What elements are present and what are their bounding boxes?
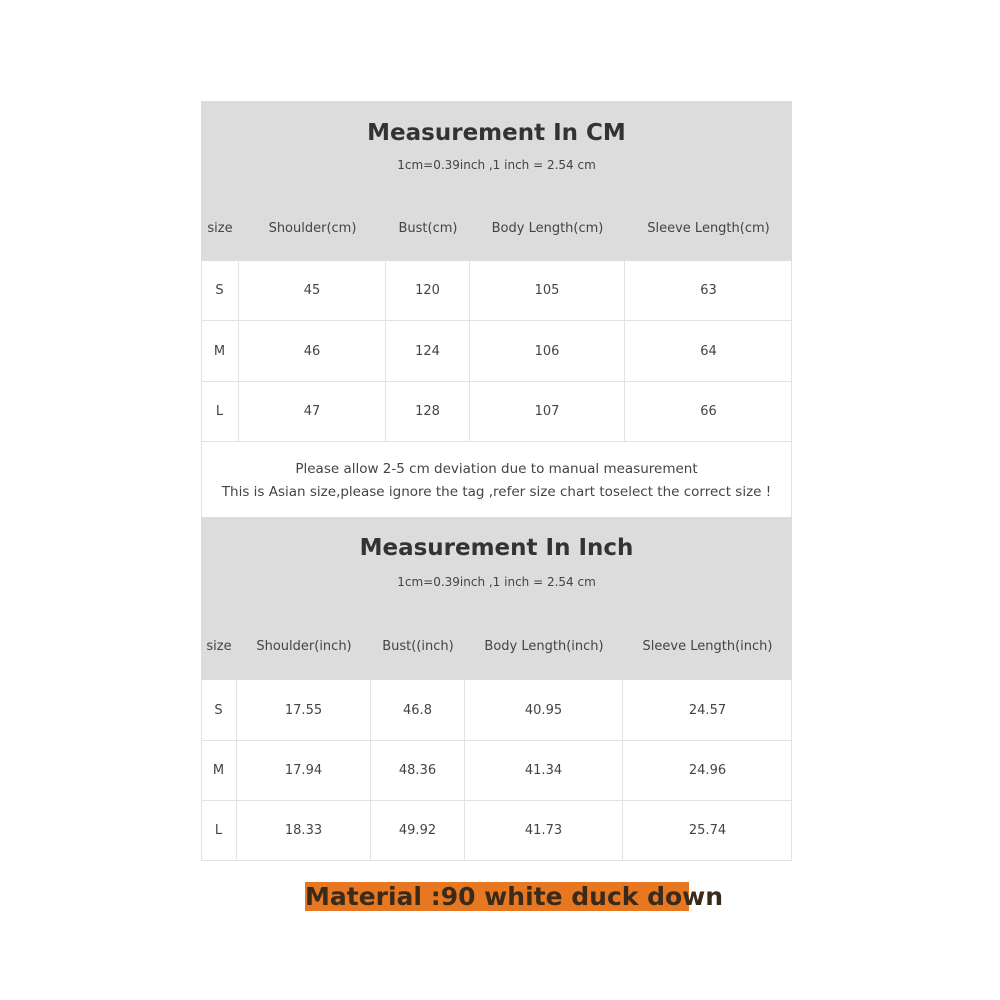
column-header: size	[207, 220, 233, 236]
table-cell: 41.73	[465, 801, 623, 861]
table-subtitle: 1cm=0.39inch ,1 inch = 2.54 cm	[397, 158, 596, 172]
table-cell: L	[201, 801, 237, 861]
table-cell: 107	[470, 382, 625, 442]
table-cell: 106	[470, 321, 625, 382]
column-header: Body Length(cm)	[491, 220, 604, 236]
table-cell: 45	[239, 261, 386, 321]
column-header: Shoulder(cm)	[268, 220, 357, 236]
table-cell: 46.8	[371, 680, 465, 741]
table-title: Measurement In Inch	[359, 535, 634, 561]
column-header: size	[206, 638, 232, 654]
note-line-1: Please allow 2-5 cm deviation due to manual measurement	[295, 461, 698, 477]
table-cell: 24.96	[623, 741, 792, 801]
material-banner: Material :90 white duck down	[305, 882, 724, 911]
table-cell: 18.33	[237, 801, 371, 861]
column-header: Shoulder(inch)	[256, 638, 352, 654]
table-cell: 41.34	[465, 741, 623, 801]
note-line-2: This is Asian size,please ignore the tag ,refer size chart toselect the correct size !	[221, 484, 772, 500]
table-cell: 124	[386, 321, 470, 382]
table-subtitle: 1cm=0.39inch ,1 inch = 2.54 cm	[397, 575, 596, 589]
table-cell: 17.94	[237, 741, 371, 801]
table-cell: M	[201, 741, 237, 801]
column-header: Bust((inch)	[382, 638, 454, 654]
table-cell: 128	[386, 382, 470, 442]
table-cell: 63	[625, 261, 792, 321]
table-cell: 40.95	[465, 680, 623, 741]
column-header: Body Length(inch)	[484, 638, 604, 654]
table-cell: L	[201, 382, 239, 442]
table-cell: 120	[386, 261, 470, 321]
table-cell: 17.55	[237, 680, 371, 741]
table-cell: 47	[239, 382, 386, 442]
note	[201, 442, 792, 517]
table-cell: 49.92	[371, 801, 465, 861]
table-cell: 48.36	[371, 741, 465, 801]
table-cell: S	[201, 680, 237, 741]
column-header: Sleeve Length(cm)	[647, 220, 770, 236]
table-cell: S	[201, 261, 239, 321]
table-cell: 64	[625, 321, 792, 382]
table-title: Measurement In CM	[367, 120, 626, 146]
table-cell: 25.74	[623, 801, 792, 861]
table-cell: 46	[239, 321, 386, 382]
table-cell: 105	[470, 261, 625, 321]
table-cell: 66	[625, 382, 792, 442]
column-header: Sleeve Length(inch)	[642, 638, 773, 654]
table-cell: M	[201, 321, 239, 382]
column-header: Bust(cm)	[398, 220, 458, 236]
table-cell: 24.57	[623, 680, 792, 741]
